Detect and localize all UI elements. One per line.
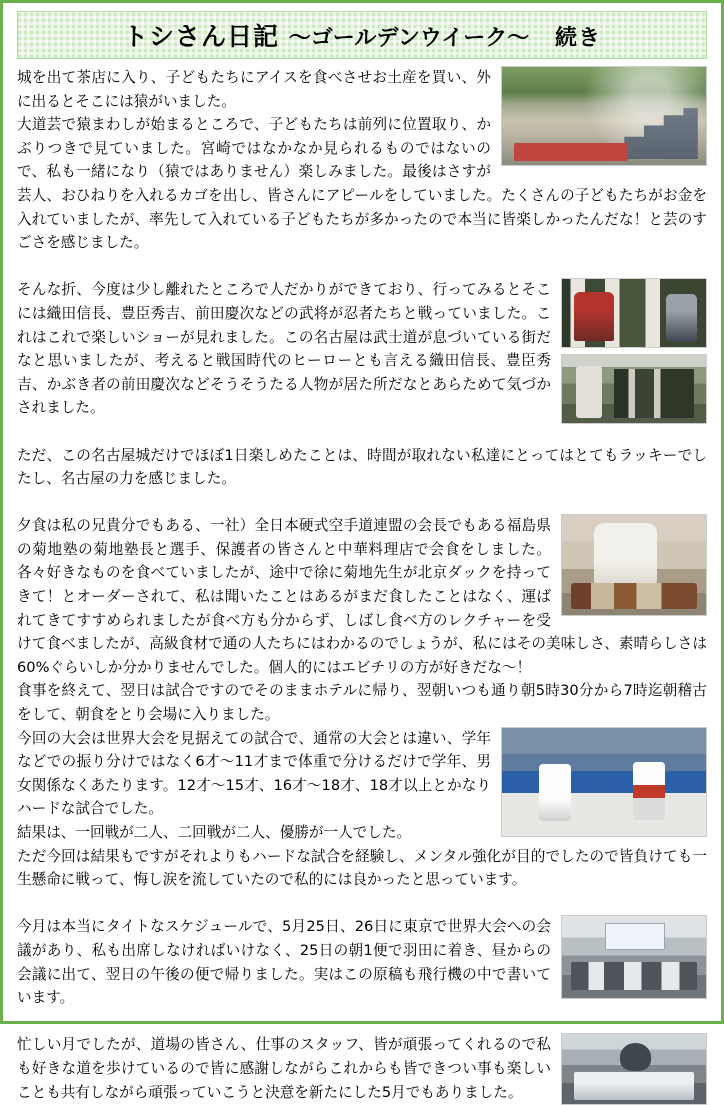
paragraph-spacer	[17, 255, 707, 279]
diary-body	[17, 66, 707, 1104]
paragraph-3: そんな折、今度は少し離れたところで人だかりができており、行ってみるとそこには織田信長、豊臣秀吉、前田慶次などの武将が忍者たちと戦っていました。これはこれで楽しいショーが見れました。この名古屋は武士道が息づいている街だなと思いましたが、考えると戦国時代のヒーローとも言える織田信長、豊臣秀吉、かぶき者の前田慶次などそうそうたる人物が居た所だなとあらためて気づかされました。	[17, 281, 551, 417]
page-content	[3, 3, 721, 1101]
paragraph-5: 夕食は私の兄貴分でもある、一社）全日本硬式空手道連盟の会長でもある福島県の菊地塾の菊地塾長と選手、保護者の皆さんと中華料理店で会食をしました。各々好きなものを食べていましたが、途中で徐に菊地先生が北京ダックを持ってきて！とオーダーされて、私は聞いたことはあるがまだ食したことはなく、運ばれてきてすすめられましたが食べ方も分からず、しばし食べ方のレクチャーを受けて食べましたが、高級食材で通の人たちにはわかるのでしょうが、私にはその美味しさ、素晴らしさは60%ぐらいしか分かりませんでした。個人的にはエビチリの方が好きだな〜！	[17, 517, 707, 676]
monkey-performance-photo	[501, 66, 707, 166]
tokyo-meeting-photo-1	[561, 915, 707, 999]
paragraph-2: 大道芸で猿まわしが始まるところで、子どもたちは前列に位置取り、かぶりつきで見ていました。宮崎ではなかなか見られるものではないので、私も一緒になり（猿ではありません）楽しみました。最後はさすが芸人、おひねりを入れるカゴを出し、皆さんにアピールをしていました。たくさんの子どもたちがお金を入れていましたが、率先して入れている子どもたちが多かったので本当に皆楽しかったんだな！と芸のすごさを感じました。	[17, 116, 707, 252]
paragraph-spacer	[17, 892, 707, 916]
karate-tournament-photo	[501, 727, 707, 837]
paragraph-spacer	[17, 1010, 707, 1034]
paragraph-spacer	[17, 491, 707, 515]
paragraph-1: 城を出て茶店に入り、子どもたちにアイスを食べさせお土産を買い、外に出るとそこには猿がいました。	[17, 69, 491, 110]
paragraph-6: 食事を終えて、翌日は試合ですのでそのままホテルに帰り、翌朝いつも通り朝5時30分から7時迄朝稽古をして、朝食をとり会場に入りました。	[17, 682, 707, 724]
paragraph-8: 結果は、一回戦が二人、二回戦が二人、優勝が一人でした。	[17, 824, 412, 841]
ninja-show-photo-1	[561, 278, 707, 348]
paragraph-7: 今回の大会は世界大会を見据えての試合で、通常の大会とは違い、学年などでの振り分けではなく6才〜11才まで体重で分けるだけで学年、男女関係なくあたります。12才〜15才、16才〜18才、18才以上とかなりハードな試合でした。	[17, 729, 491, 818]
paragraph-4: ただ、この名古屋城だけでほぼ1日楽しめたことは、時間が取れない私達にとってはとてもラッキーでしたし、名古屋の力を感じました。	[17, 446, 707, 488]
tokyo-meeting-photo-2	[561, 1033, 707, 1105]
paragraph-11: 忙しい月でしたが、道場の皆さん、仕事のスタッフ、皆が頑張ってくれるので私も好きな道を歩けているので皆に感謝しながらこれからも皆できつい事も楽しいことも共有しながら頑張っていこうと決意を新たにした5月でもありました。	[17, 1036, 551, 1101]
ninja-show-photo-2	[561, 354, 707, 424]
paragraph-10: 今月は本当にタイトなスケジュールで、5月25日、26日に東京で世界大会への会議があり、私も出席しなければいけなく、25日の朝1便で羽田に着き、昼からの会議に出て、翌日の午後の便で帰りました。実はこの原稿も飛行機の中で書いています。	[17, 918, 551, 1007]
title-continued-label: 続き	[554, 26, 601, 51]
title-subtitle: 〜ゴールデンウイーク〜	[288, 26, 530, 51]
chinese-restaurant-dinner-photo	[561, 514, 707, 616]
title-main: トシさん日記	[123, 22, 280, 51]
page-title	[123, 17, 601, 53]
page-title-banner	[17, 11, 707, 59]
paragraph-9: ただ今回は結果もですがそれよりもハードな試合を経験し、メンタル強化が目的でしたので皆負けても一生懸命に戦って、悔し涙を流していたので私的には良かったと思っています。	[17, 847, 707, 889]
